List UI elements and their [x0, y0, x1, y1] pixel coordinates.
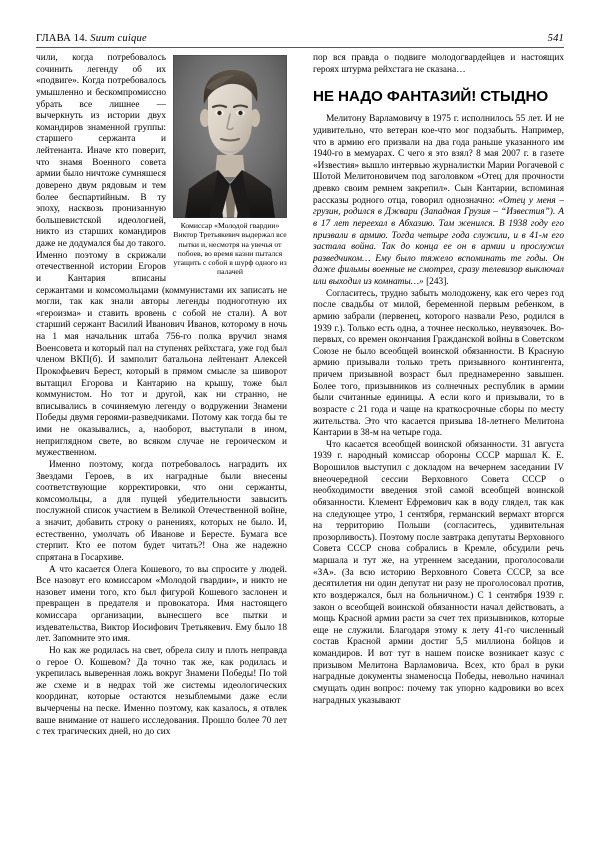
citation-reference: [243]. — [423, 277, 449, 287]
portrait-photograph — [173, 55, 287, 218]
paragraph: Что касается всеобщей воинской обязанности. 31 августа 1939 г. народный комиссар обороны СССР маршал К. Е. Ворошилов выступил с докладом на вечернем заседании IV внеочередной сессии Верховного Совета СССР о необходимости введения этой самой всеобщей воинской обязанности. Клемент Ефремович как в воду глядел, так как на следующее утро, 1 сентября, германский вермахт вторгся на территорию Польши (согласитесь, удивительная прозорливость). Поэтому после завтрака депутаты Верховного Совета СССР снова собрались в Кремле, обсудили речь маршала и тут же, на утреннем заседании, проголосовали «ЗА». (За всю историю Верховного Совета СССР, за все десятилетия ни один депутат ни разу не проголосовал против, кто воздержался, был на больничном.) С 1 сентября 1939 г. закон о всеобщей воинской обязанности начал действовать, а мощь Красной армии расти за счет тех призывников, которые еще не служили. Благодаря этому к лету 41-го численный состав Красной армии достиг 5,5 миллиона бойцов и командиров. И вот тут в нашем поиске возникает казус с призывом Мелитона Варламовича. Всех, кто брал в руки наградные документы знаменосца Победы, невольно начинал смущать один вопрос: почему так упорно кадровики во всех наградных указывают — [313, 439, 564, 706]
chapter-label: ГЛАВА 14. — [36, 33, 88, 44]
left-column — [36, 53, 287, 828]
paragraph: Именно поэтому, когда потребовалось наградить их Звездами Героев, в их наградные были внесены соответствующие корректировки, что они сержанты, комсомольцы, а для пущей убедительности завысить послужной список участием в Великой Отечественной войне, а значит, добавить строку о ранениях, которых не было. И, естественно, умолчать об Иванове и Бересте. Бумага все стерпит. Кто ее потом будет читать?! Она же надежно спрятана в Госархиве. — [36, 459, 287, 563]
quoted-italic-text: «Отец у меня – грузин, родился в Джвари (Западная Грузия – “Известия”). А в 17 лет переехал в Абхазию. Там женился. В 1938 году его призвали в армию. Тогда четыре года служили, и в 41-м его застала война. Так до конца ее он в армии и прослужил разведчиком… Ему было тяжело вспоминать те годы. Он даже фильмы военные не смотрел, сразу телевизор выключал или выходил из комнаты…» — [313, 195, 564, 287]
section-heading: НЕ НАДО ФАНТАЗИЙ! СТЫДНО — [313, 88, 549, 106]
running-head-chapter — [36, 33, 147, 44]
page-number: 541 — [547, 33, 564, 44]
paragraph — [313, 114, 564, 288]
portrait-figure — [173, 55, 287, 277]
paragraph: Согласитесь, трудно забыть молодожену, как его через год после свадьбы от милой, беременной первым ребенком, в армию забрали (первенец, которого назвали Резо, родился в 1939 г.). Только есть одна, а точнее несколько, неувязочек. Во-первых, со времен окончания Гражданской войны в Советском Союзе не было всеобщей воинской обязанности. В Красную армию призывали только треть призывного контингента, причем призывной возраст был преднамеренно завышен. Более того, призывников из солнечных республик в армии были считанные единицы. А если кого и призывали, то в возрасте с 21 года и чаще на краткосрочные сборы по месту жительства. Это что касается призыва 18-летнего Мелитона Кантарии в 38-м на четыре года. — [313, 288, 564, 439]
text-columns — [36, 53, 564, 828]
chapter-latin-phrase: Suum cuique — [90, 33, 147, 44]
paragraph: чили, когда потребовалось сочинить легенду об их «подвиге». Когда потребовалось умышленно и бескомпромиссно убрать все лишнее — вычеркнуть из истории двух командиров знаменной группы: старшего сержанта и лейтенанта. Иначе кто поверит, что знамя Военного совета армии было ничтоже сумняшеся доверено двум рядовым и тем более беспартийным. В ту эпоху, насквозь пронизанную большевистской идеологией, никто из старших командиров даже не додумался бы до такого. Именно поэтому в скрижали отечественной истории Егоров и Кантария вписаны сержантами и комсомольцами (коммунистами их записать не могли, так как знали авторы легенды подноготную их «героизма» и ставить вровень с собой не стали). А вот старший сержант Василий Иванович Иванов, которому в ночь на 1 мая начальник штаба 756-го полка вручил знамя Военсовета и который пал на ступенях рейхстага, уже год был членом ВКП(б). И замполит батальона лейтенант Алексей Прокофьевич Берест, который в прямом смысле за шиворот вытащил Егорова и Кантарию на крышу, тоже был коммунистом. Но тот и другой, как ни странно, не вписывались в сочиняемую легенду о водружении Знамени Победы двумя героями-разведчиками. Потому как тогда бы те ими не оказывались, а, наоборот, выступали в ином, неприглядном свете, во всяком случае не героическом и мужественном. — [36, 53, 287, 459]
paragraph: пор вся правда о подвиге молодогвардейцев и настоящих героях штурма рейхстага не сказана… — [313, 53, 564, 75]
paragraph-text: Мелитону Варламовичу в 1975 г. исполнилось 55 лет. И не удивительно, что ветеран кое-что мог подзабыть. Например, что в армию его призвали на два года раньше указанного им 1940-го в мемуарах. С чего я это взял? 8 мая 2007 г. в газете «Известия» вышло интервью журналистки Марии Рогачевой с Шотой Мелитоновичем под заголовком «Отец для прочности древко своим ремнем закрепил». Сын Кантарии, вспоминая рассказы родного отца, говорил однозначно: — [313, 114, 564, 206]
paragraph: А что касается Олега Кошевого, то вы спросите у людей. Все назовут его комиссаром «Молодой гвардии», и никто не назовет имени того, кто был фигурой Кошевого заслонен и превращен в предателя и провокатора. Имя настоящего комиссара организации, вынесшего все пытки и издевательства, Виктор Иосифович Третьякевич. Ему было 18 лет. Запомните это имя. — [36, 564, 287, 645]
paragraph: Но как же родилась на свет, обрела силу и плоть неправда о герое О. Кошевом? Да точно так же, как родилась и укрепилась выверенная ложь вокруг Знамени Победы! По той же схеме и в недрах той же системы идеологических координат, которые остаются незыблемыми даже если вычерчены на песке. Именно поэтому, как казалось, я отвлек ваше внимание от нашего исследования. Прошло более 70 лет с тех трагических дней, но до сих — [36, 645, 287, 738]
figure-caption: Комиссар «Молодой гвардии» Виктор Третьякевич выдержал все пытки и, несмотря на увечья от побоев, во время казни пытался утащить с собой в шурф одного из палачей — [173, 221, 287, 277]
running-head — [36, 33, 564, 48]
right-column — [313, 53, 564, 828]
